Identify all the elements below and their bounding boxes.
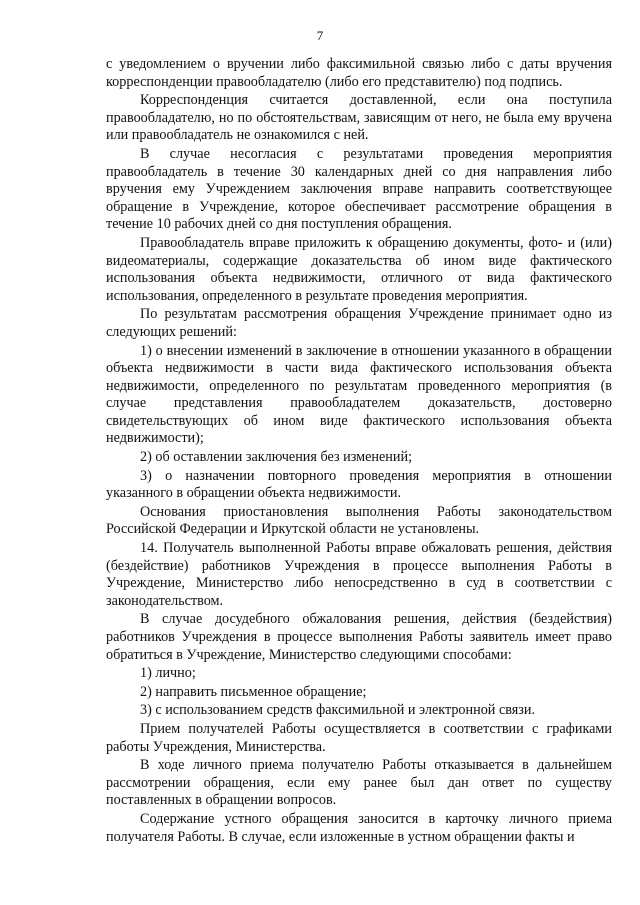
paragraph-pretrial-appeal: В случае досудебного обжалования решения, действия (бездействия) работников Учреждения в процессе выполнения Работы заявитель имеет право обратиться в Учреждение, Министерство следующими способами: [106, 611, 612, 663]
appeal-method-3: 3) с использованием средств факсимильной и электронной связи. [140, 702, 536, 719]
paragraph-reception-schedule: Прием получателей Работы осуществляется в соответствии с графиками работы Учреждения, Министерства. [106, 720, 612, 755]
page-number: 7 [316, 28, 324, 43]
paragraph-section-14: 14. Получатель выполненной Работы вправе обжаловать решения, действия (бездействие) работников Учреждения в процессе выполнения Работы в Учреждение, Министерство либо непосредственно в суд в соответствии с законодательством. [106, 540, 612, 609]
paragraph-continuation: с уведомлением о вручении либо факсимильной связью либо с даты вручения корреспонденции правообладателю (либо его представителю) под подпись. [106, 56, 612, 90]
decision-item-2: 2) об оставлении заключения без изменений; [140, 449, 413, 466]
appeal-method-2: 2) направить письменное обращение; [140, 683, 367, 700]
paragraph-decisions-intro: По результатам рассмотрения обращения Учреждение принимает одно из следующих решений: [106, 306, 612, 340]
decision-item-1: 1) о внесении изменений в заключение в отношении указанного в обращении объекта недвижимости в части вида фактического использования объекта недвижимости, определенного по результатам проведенного мероприятия (в случае представления правообладателем доказательств, достоверно свидетельствующих об ином виде фактического использования объекта недвижимости); [106, 342, 612, 447]
body-text [106, 56, 612, 847]
paragraph-evidence: Правообладатель вправе приложить к обращению документы, фото- и (или) видеоматериалы, содержащие доказательства об ином виде фактического использования объекта недвижимости, отличного от вида фактического использования, определенного в результате проведения мероприятия. [106, 234, 612, 304]
paragraph-delivery: Корреспонденция считается доставленной, если она поступила правообладателю, но по обстоятельствам, зависящим от него, не была ему вручена или правообладатель не ознакомился с ней. [106, 92, 612, 144]
paragraph-disagreement: В случае несогласия с результатами проведения мероприятия правообладатель в течение 30 календарных дней со дня направления либо вручения ему Учреждением заключения вправе направить соответствующее обращение в Учреждение, которое обеспечивает рассмотрение обращения в течение 10 рабочих дней со дня поступления обращения. [106, 145, 612, 233]
decision-item-3: 3) о назначении повторного проведения мероприятия в отношении указанного в обращении объекта недвижимости. [106, 467, 612, 502]
paragraph-refusal: В ходе личного приема получателю Работы отказывается в дальнейшем рассмотрении обращения, если ему ранее был дан ответ по существу поставленных в обращении вопросов. [106, 757, 612, 809]
appeal-method-1: 1) лично; [140, 665, 196, 682]
paragraph-oral-appeal: Содержание устного обращения заносится в карточку личного приема получателя Работы. В случае, если изложенные в устном обращении факты и [106, 810, 612, 845]
paragraph-suspension-grounds: Основания приостановления выполнения Работы законодательством Российской Федерации и Иркутской области не установлены. [106, 503, 612, 538]
